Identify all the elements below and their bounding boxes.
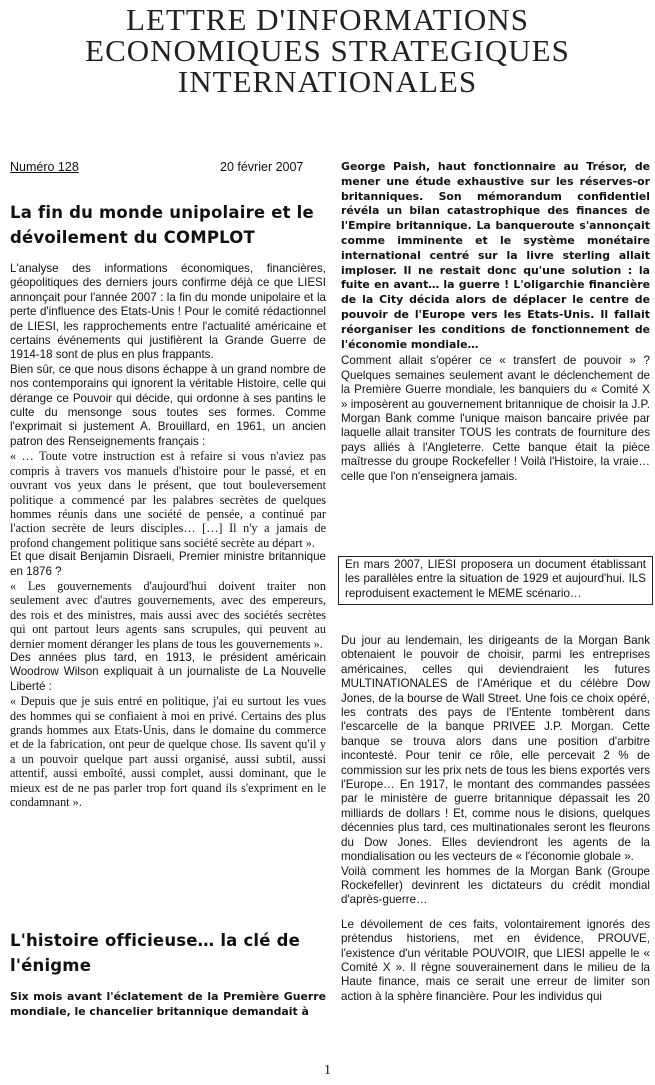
right-paragraph-4: Voilà comment les hommes de la Morgan Bank (Groupe Rockefeller) devinrent les dictateurs du crédit mondial d'après-guerre… xyxy=(341,864,650,907)
article-2-title-line-2: l'énigme xyxy=(10,956,92,975)
article-1-paragraph-4: Des années plus tard, en 1913, le président américain Woodrow Wilson expliquait à un journaliste de La Nouvelle Liberté : xyxy=(10,650,326,693)
masthead-line-1: LETTRE D'INFORMATIONS xyxy=(126,2,529,37)
article-1-title-line-2: dévoilement du COMPLOT xyxy=(10,228,255,247)
issue-date: 20 février 2007 xyxy=(220,160,304,174)
article-2-title-line-1: L'histoire officieuse… la clé de xyxy=(10,931,301,950)
article-1-body xyxy=(10,262,326,809)
page-number: 1 xyxy=(324,1063,331,1078)
article-1-title xyxy=(10,200,326,250)
article-2-title xyxy=(10,928,326,978)
article-1-paragraph-1: L'analyse des informations économiques, financières, géopolitiques des derniers jours confirme déjà ce que LIESI annonçait pour l'année 2007 : la fin du monde unipolaire et la perte d'influence des Etats-Unis ! Pour le comité rédactionnel de LIESI, les rapprochements entre l'actualité américaine et certains événements qui justifièrent la Grande Guerre de 1914-18 sont de plus en plus frappants. xyxy=(10,262,326,362)
announcement-text: En mars 2007, LIESI proposera un document établissant les parallèles entre la situation de 1929 et aujourd'hui. ILS reproduisent exactement le MEME scénario… xyxy=(345,558,646,600)
right-paragraph-3: Du jour au lendemain, les dirigeants de la Morgan Bank obtenaient le pouvoir de choisir, parmi les entreprises américaines, celles qui deviendraient les futures MULTINATIONALES de l'Amérique et du célèbre Dow Jones, de la bourse de Wall Street. Une fois ce choix opéré, les contrats des pays de l'Entente tombèrent dans l'escarcelle de la banque PRIVEE J.P. Morgan. Cette banque se trouva alors dans une position d'arbitre incontesté. Pour tenir ce rôle, elle percevait 2 % de commission sur les prix nets de tous les biens exportés vers l'Europe… En 1917, le montant des commandes passées par le ministère de guerre britannique dépassait les 20 milliards de dollars ! Et, comme nous le disions, quelques décennies plus tard, ces multinationales seront les fleurons du Dow Jones. Elles deviendront les agents de la mondialisation ou les vecteurs de « l'économie globale ». xyxy=(341,634,650,864)
right-column-bottom xyxy=(341,634,650,1004)
article-1-paragraph-3: Et que disait Benjamin Disraeli, Premier ministre britannique en 1876 ? xyxy=(10,550,326,578)
right-paragraph-5: Le dévoilement de ces faits, volontairement ignorés des prétendus historiens, met en évidence, PROUVE, l'existence d'un véritable POUVOIR, que LIESI appelle le « Comité X ». Il règne souverainement dans le milieu de la Haute finance, mais ce serait une erreur de limiter son action à la sphère financière. Pour les individus qui xyxy=(341,917,650,1003)
article-1-paragraph-2: Bien sûr, ce que nous disons échappe à un grand nombre de nos contemporains qui ignorent la véritable Histoire, celle qui dérange ce Pouvoir qui décide, qui ordonne à ses pantins le culte du mensonge sous toutes ses formes. Comme l'exprimait si justement A. Brouillard, en 1961, un ancien patron des Renseignements français : xyxy=(10,362,326,448)
article-1-quote-1: « … Toute votre instruction est à refaire si vous n'aviez pas compris à travers vos manuels d'histoire pour le passé, et en ouvrant vos yeux dans le présent, que tout bouleversement politique a commencé par les palabres secrètes de quelques hommes réunis dans une société de pensée, a continué par l'action secrète de leurs disciples… […] Il n'y a jamais de profond changement politique sans société secrète au départ ». xyxy=(10,449,326,550)
article-1-quote-2: « Les gouvernements d'aujourd'hui doivent traiter non seulement avec d'autres gouvernements, avec des empereurs, des rois et des ministres, mais aussi avec des sociétés secrètes qui ont partout leurs agents sans scrupules, qui peuvent au dernier moment déranger les plans de tous les gouvernements ». xyxy=(10,578,326,651)
masthead-line-2: ECONOMIQUES STRATEGIQUES xyxy=(85,33,570,68)
right-column-top xyxy=(341,160,650,484)
masthead-line-3: INTERNATIONALES xyxy=(177,64,478,99)
article-1-title-line-1: La fin du monde unipolaire et le xyxy=(10,203,314,222)
article-2-paragraph-1: Six mois avant l'éclatement de la Première Guerre mondiale, le chancelier britannique demandait à xyxy=(10,990,326,1018)
right-paragraph-2: Comment allait s'opérer ce « transfert de pouvoir » ? Quelques semaines seulement avant le déclenchement de la Première Guerre mondiale, les banquiers du « Comité X » imposèrent au gouvernement britannique de choisir la J.P. Morgan Bank comme l'unique maison bancaire privée par laquelle allait transiter TOUS les contrats de fourniture des pays alliés à l'Angleterre. Cette banque était la pièce maîtresse du groupe Rockefeller ! Voilà l'Histoire, la vraie… celle que l'on n'enseignera jamais. xyxy=(341,354,650,483)
announcement-box xyxy=(338,556,653,605)
right-paragraph-1: George Paish, haut fonctionnaire au Trésor, de mener une étude exhaustive sur les réserves-or britanniques. Son mémorandum confidentiel révéla un bilan catastrophique des finances de l'Empire britannique. La banqueroute s'annonçait comme imminente et le système monétaire international centré sur la livre sterling allait imploser. Il ne restait donc qu'une solution : la fuite en avant… la guerre ! L'oligarchie financière de la City décida alors de déplacer le centre de pouvoir de l'Europe vers les Etats-Unis. Il fallait réorganiser les conditions de fonctionnement de l'économie mondiale… xyxy=(341,160,650,351)
newsletter-masthead xyxy=(0,4,655,97)
issue-number: Numéro 128 xyxy=(10,160,79,174)
article-1-quote-3: « Depuis que je suis entré en politique, j'ai eu surtout les vues des hommes qui se confiaient à moi en privé. Certains des plus grands hommes aux Etats-Unis, dans le domaine du commerce et de la fabrication, ont peur de quelque chose. Ils savent qu'il y a un pouvoir quelque part aussi organisé, aussi subtil, aussi attentif, aussi emboîté, aussi complet, aussi dominant, que le mieux est de ne pas parler trop fort quand ils s'expriment en le condamnant ». xyxy=(10,694,326,810)
article-2-body xyxy=(10,990,326,1020)
